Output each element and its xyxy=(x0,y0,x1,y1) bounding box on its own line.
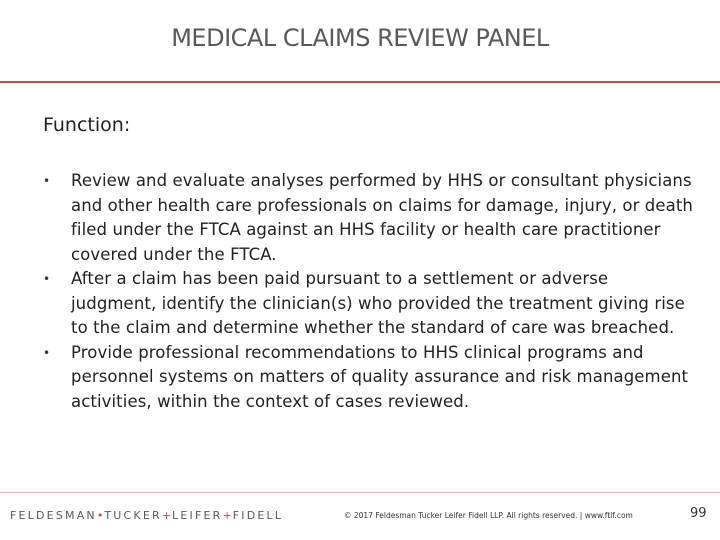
bullet-icon: • xyxy=(43,174,51,188)
bullet-item xyxy=(43,267,693,341)
page-number: 99 xyxy=(690,506,707,521)
logo-word: LEIFER xyxy=(172,509,223,522)
logo-separator: + xyxy=(222,509,233,522)
slide-title: MEDICAL CLAIMS REVIEW PANEL xyxy=(171,24,549,52)
footer-divider xyxy=(0,492,720,493)
logo-word: FIDELL xyxy=(232,509,284,522)
title-divider xyxy=(0,81,720,83)
logo-word: TUCKER xyxy=(104,509,162,522)
firm-logo xyxy=(10,509,283,522)
logo-separator: + xyxy=(161,509,173,522)
bullet-item xyxy=(43,341,693,415)
bullet-icon: • xyxy=(43,345,51,360)
logo-separator: • xyxy=(96,509,105,522)
bullet-text: Provide professional recommendations to HHS clinical programs and personnel systems on matters of quality assurance and risk management activities, within the context of cases reviewed. xyxy=(71,342,689,411)
bullet-icon: • xyxy=(43,272,51,286)
bullet-list xyxy=(43,169,693,414)
bullet-text: Review and evaluate analyses performed by HHS or consultant physicians and other health care professionals on claims for damage, injury, or death filed under the FTCA against an HHS facility or health care practitioner covered under the FTCA. xyxy=(71,171,693,264)
logo-word: FELDESMAN xyxy=(10,509,97,522)
section-heading: Function: xyxy=(43,114,131,136)
copyright-notice: © 2017 Feldesman Tucker Leifer Fidell LLP. All rights reserved. | www.ftlf.com xyxy=(344,511,633,520)
bullet-item xyxy=(43,169,693,267)
bullet-text: After a claim has been paid pursuant to a settlement or adverse judgment, identify the clinician(s) who provided the treatment giving rise to the claim and determine whether the standard of care was breached. xyxy=(71,269,685,337)
